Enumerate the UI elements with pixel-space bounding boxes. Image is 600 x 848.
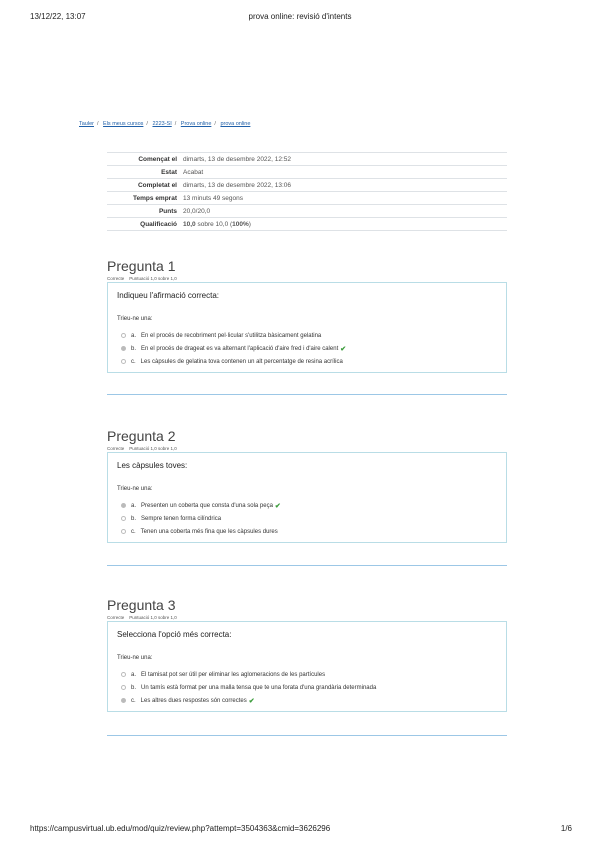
print-header	[0, 12, 600, 24]
answer-option-a[interactable]: a. Presenten un coberta que consta d'una sola peça ✔	[121, 499, 281, 512]
answer-options	[121, 668, 376, 707]
breadcrumb-section[interactable]: Prova online	[180, 121, 212, 127]
answer-option-c[interactable]: c. Les càpsules de gelatina tova contenen un alt percentatge de resina acrílica	[121, 355, 346, 368]
grade-percent: 100%	[232, 220, 249, 228]
question-prompt: Trieu-ne una:	[117, 316, 153, 322]
question-score: Puntuació 1,0 sobre 1,0	[129, 446, 177, 451]
question-text: Selecciona l'opció més correcta:	[117, 630, 232, 639]
answer-options	[121, 499, 281, 538]
question-prompt: Trieu-ne una:	[117, 486, 153, 492]
question-prompt: Trieu-ne una:	[117, 655, 153, 661]
summary-row-completed: Completat el dimarts, 13 de desembre 2022, 13:06	[107, 179, 507, 192]
answer-options	[121, 329, 346, 368]
summary-row-started: Començat el dimarts, 13 de desembre 2022, 12:52	[107, 153, 507, 166]
question-divider	[107, 735, 507, 736]
breadcrumb-course[interactable]: 2223-SI	[152, 121, 172, 127]
question-1	[107, 258, 507, 373]
question-box	[107, 452, 507, 543]
question-score: Puntuació 1,0 sobre 1,0	[129, 615, 177, 620]
answer-option-c[interactable]: c. Les altres dues respostes són correctes ✔	[121, 694, 376, 707]
breadcrumb-my-courses[interactable]: Els meus cursos	[103, 121, 144, 127]
radio-button-icon[interactable]	[121, 359, 126, 364]
question-status: Correcte	[107, 276, 125, 281]
radio-button-icon[interactable]	[121, 698, 126, 703]
question-divider	[107, 394, 507, 395]
print-page-number: 1/6	[560, 824, 572, 833]
breadcrumb-quiz[interactable]: prova online	[220, 121, 251, 127]
question-2	[107, 428, 507, 543]
question-3	[107, 597, 507, 712]
summary-row-grade: Qualificació 10,0 sobre 10,0 (100%)	[107, 218, 507, 231]
radio-button-icon[interactable]	[121, 685, 126, 690]
radio-button-icon[interactable]	[121, 516, 126, 521]
question-divider	[107, 565, 507, 566]
check-icon: ✔	[274, 502, 281, 510]
question-title: Pregunta 3	[107, 597, 176, 613]
print-url: https://campusvirtual.ub.edu/mod/quiz/review.php?attempt=3504363&cmid=3626296	[30, 824, 331, 833]
question-box	[107, 621, 507, 712]
print-title: prova online: revisió d'intents	[248, 12, 352, 21]
grade-value: 10,0	[183, 220, 196, 228]
answer-option-a[interactable]: a. En el procés de recobriment pel·licular s'utilitza bàsicament gelatina	[121, 329, 346, 342]
summary-row-state: Estat Acabat	[107, 166, 507, 179]
question-score: Puntuació 1,0 sobre 1,0	[129, 276, 177, 281]
answer-option-a[interactable]: a. El tamisat pot ser útil per eliminar les aglomeracions de les partícules	[121, 668, 376, 681]
check-icon: ✔	[248, 697, 255, 705]
question-status: Correcte	[107, 615, 125, 620]
breadcrumb-tauler[interactable]: Tauler	[79, 121, 94, 127]
answer-option-b[interactable]: b. Un tamís està format per una malla tensa que te una forata d'una grandària determinada	[121, 681, 376, 694]
summary-row-marks: Punts 20,0/20,0	[107, 205, 507, 218]
print-datetime: 13/12/22, 13:07	[30, 12, 86, 21]
question-title: Pregunta 1	[107, 258, 176, 274]
attempt-summary-table	[107, 152, 507, 231]
question-text: Indiqueu l'afirmació correcta:	[117, 291, 220, 300]
answer-option-c[interactable]: c. Tenen una coberta més fina que les càpsules dures	[121, 525, 281, 538]
summary-row-time-taken: Temps emprat 13 minuts 49 segons	[107, 192, 507, 205]
radio-button-icon[interactable]	[121, 333, 126, 338]
radio-button-icon[interactable]	[121, 503, 126, 508]
question-box	[107, 282, 507, 373]
question-text: Les càpsules toves:	[117, 461, 188, 470]
radio-button-icon[interactable]	[121, 529, 126, 534]
question-title: Pregunta 2	[107, 428, 176, 444]
check-icon: ✔	[340, 345, 347, 353]
breadcrumb: Tauler / Els meus cursos / 2223-SI / Prova online / prova online	[79, 121, 251, 127]
radio-button-icon[interactable]	[121, 346, 126, 351]
question-status: Correcte	[107, 446, 125, 451]
radio-button-icon[interactable]	[121, 672, 126, 677]
answer-option-b[interactable]: b. Sempre tenen forma cilíndrica	[121, 512, 281, 525]
answer-option-b[interactable]: b. En el procés de drageat es va alternant l'aplicació d'aire fred i d'aire calent ✔	[121, 342, 346, 355]
